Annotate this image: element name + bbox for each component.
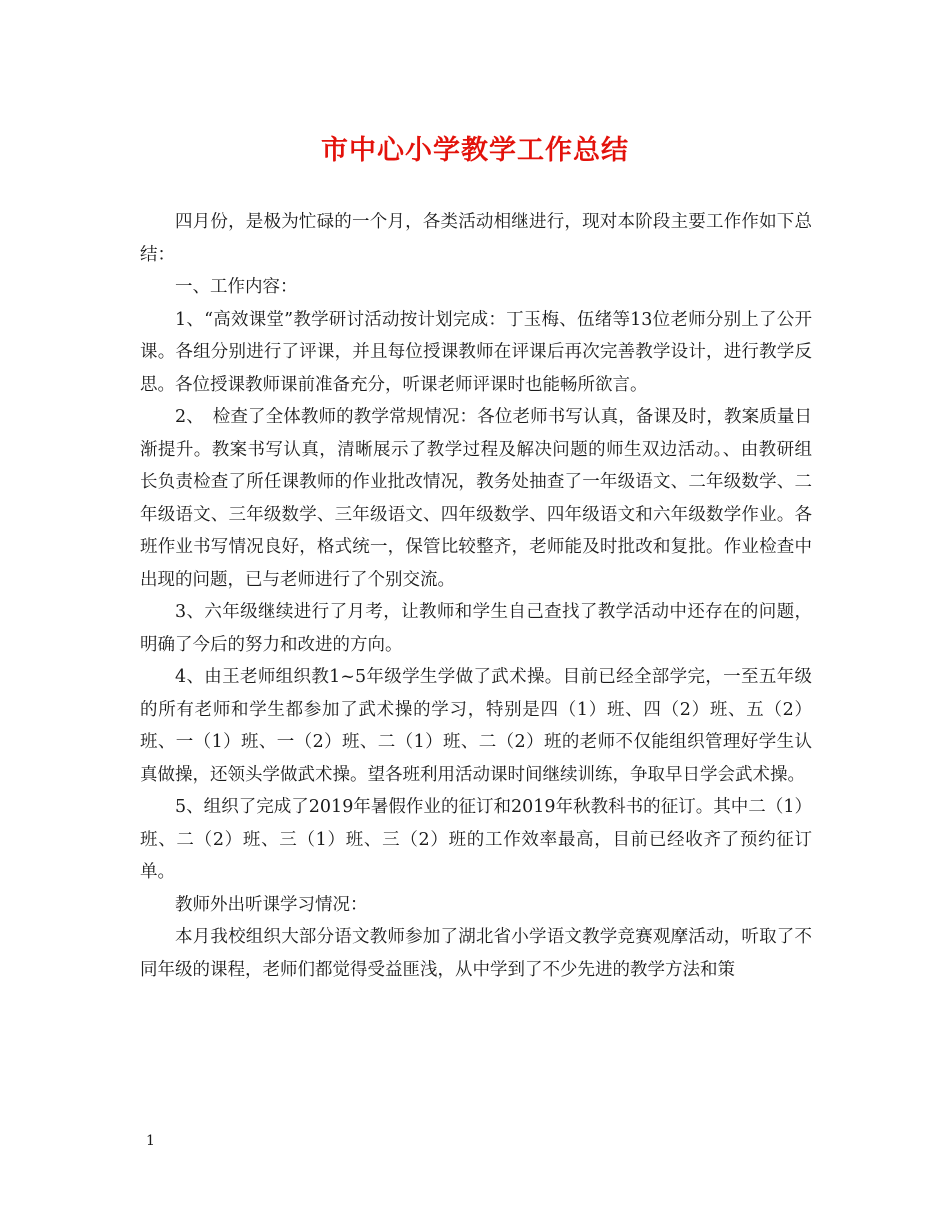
paragraph-item-4: 4、由王老师组织教1~5年级学生学做了武术操。目前已经全部学完，一至五年级的所有老师和学生都参加了武术操的学习，特别是四（1）班、四（2）班、五（2）班、一（1）班、一（2）班、二（1）班、二（2）班的老师不仅能组织管理好学生认真做操，还领头学做武术操。望各班利用活动课时间继续训练，争取早日学会武术操。 xyxy=(140,667,812,785)
paragraph-study: 本月我校组织大部分语文教师参加了湖北省小学语文教学竞赛观摩活动，听取了不同年级的课程，老师们都觉得受益匪浅，从中学到了不少先进的教学方法和策 xyxy=(140,927,812,980)
paragraph-item-1: 1、“高效课堂”教学研讨活动按计划完成：丁玉梅、伍绪等13位老师分别上了公开课。各组分别进行了评课，并且每位授课教师在评课后再次完善教学设计，进行教学反思。各位授课教师课前准备充分，听课老师评课时也能畅所欲言。 xyxy=(140,309,812,395)
paragraph-intro: 四月份，是极为忙碌的一个月，各类活动相继进行，现对本阶段主要工作作如下总结： xyxy=(140,212,812,265)
paragraph-section-heading: 一、工作内容： xyxy=(175,277,298,297)
page-number: 1 xyxy=(146,1133,155,1149)
paragraph-item-5: 5、组织了完成了2019年暑假作业的征订和2019年秋教科书的征订。其中二（1）班、二（2）班、三（1）班、三（2）班的工作效率最高，目前已经收齐了预约征订单。 xyxy=(140,797,812,882)
document-title: 市中心小学教学工作总结 xyxy=(321,135,629,166)
paragraph-item-3: 3、六年级继续进行了月考，让教师和学生自己查找了教学活动中还存在的问题，明确了今后的努力和改进的方向。 xyxy=(140,602,812,655)
document-body xyxy=(140,206,812,986)
paragraph-item-2: 2、 检查了全体教师的教学常规情况：各位老师书写认真，备课及时，教案质量日渐提升。教案书写认真，清晰展示了教学过程及解决问题的师生双边活动。、由教研组长负责检查了所任课教师的作业批改情况，教务处抽查了一年级语文、二年级数学、二年级语文、三年级数学、三年级语文、四年级数学、四年级语文和六年级数学作业。各班作业书写情况良好，格式统一，保管比较整齐，老师能及时批改和复批。作业检查中出现的问题，已与老师进行了个别交流。 xyxy=(140,407,812,590)
paragraph-subheading: 教师外出听课学习情况： xyxy=(175,894,368,915)
